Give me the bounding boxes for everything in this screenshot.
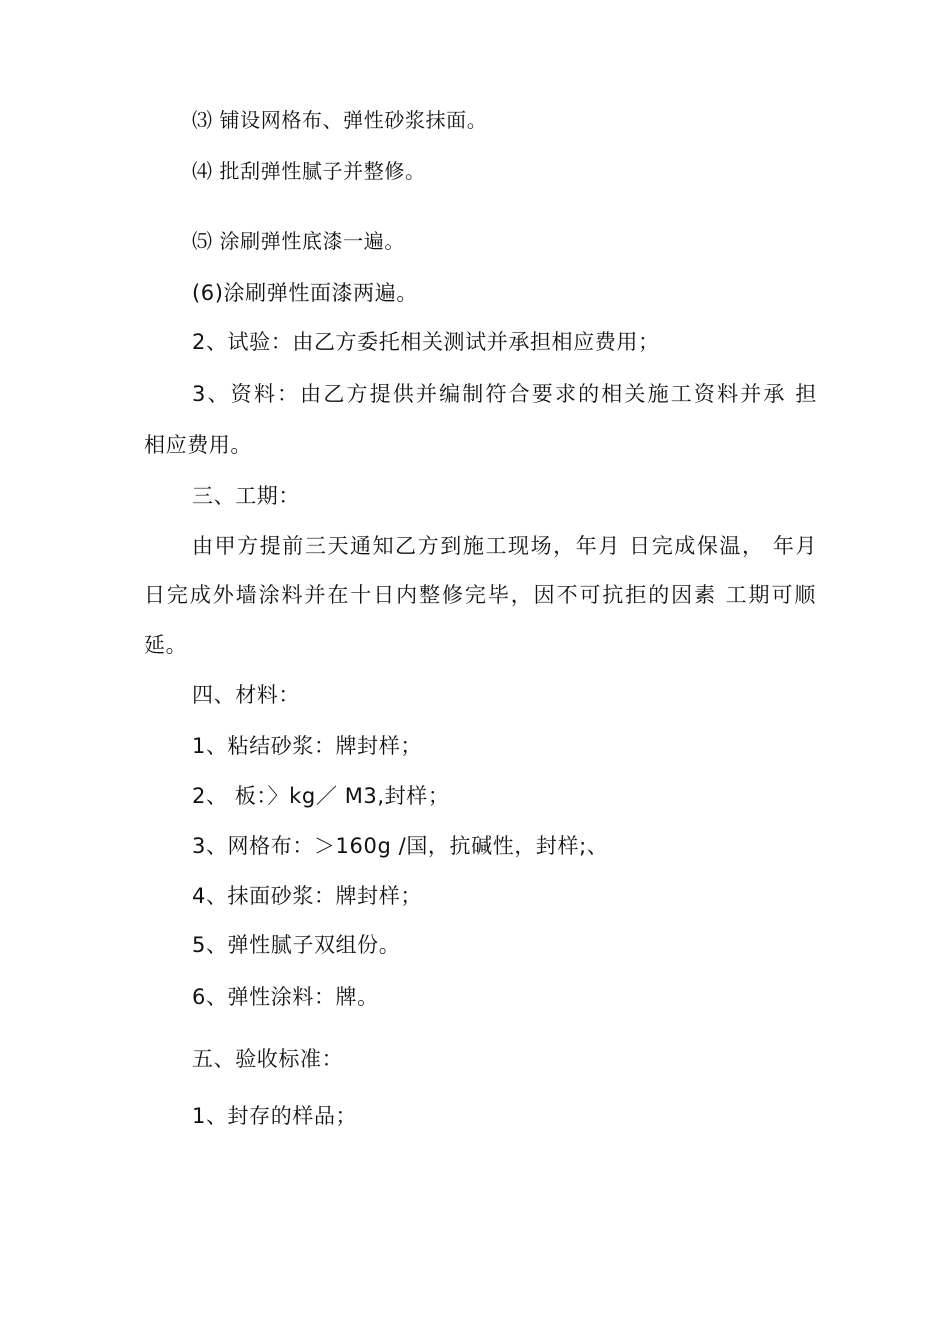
paragraph-step-3: ⑶ 铺设网格布、弹性砂浆抹面。 (192, 108, 488, 132)
paragraph-schedule-line3: 延。 (144, 633, 188, 657)
materials-item-2: 2、 板：〉kg／ M3,封样； (192, 784, 450, 808)
acceptance-item-1: 1、封存的样品； (192, 1104, 358, 1128)
paragraph-documents-line1: 3、资料：由乙方提供并编制符合要求的相关施工资料并承 担 (192, 382, 817, 406)
paragraph-documents-line2: 相应费用。 (144, 433, 252, 457)
materials-item-3: 3、网格布：＞160g /国，抗碱性，封样;、 (192, 834, 609, 858)
materials-item-6: 6、弹性涂料：牌。 (192, 985, 379, 1009)
materials-item-5: 5、弹性腻子双组份。 (192, 933, 401, 957)
paragraph-testing: 2、试验：由乙方委托相关测试并承担相应费用； (192, 330, 660, 354)
section-heading-materials: 四、材料： (192, 683, 300, 707)
materials-item-1: 1、粘结砂浆：牌封样； (192, 734, 422, 758)
paragraph-step-4: ⑷ 批刮弹性腻子并整修。 (192, 159, 426, 183)
materials-item-4: 4、抹面砂浆：牌封样； (192, 884, 422, 908)
paragraph-schedule-line2: 日完成外墙涂料并在十日内整修完毕，因不可抗拒的因素 工期可顺 (144, 583, 816, 607)
paragraph-step-6: (6)涂刷弹性面漆两遍。 (192, 281, 418, 305)
section-heading-acceptance: 五、验收标准： (192, 1047, 344, 1071)
section-heading-schedule: 三、工期： (192, 484, 300, 508)
paragraph-step-5: ⑸ 涂刷弹性底漆一遍。 (192, 229, 405, 253)
paragraph-schedule-line1: 由甲方提前三天通知乙方到施工现场，年月 日完成保温， 年月 (192, 534, 817, 558)
